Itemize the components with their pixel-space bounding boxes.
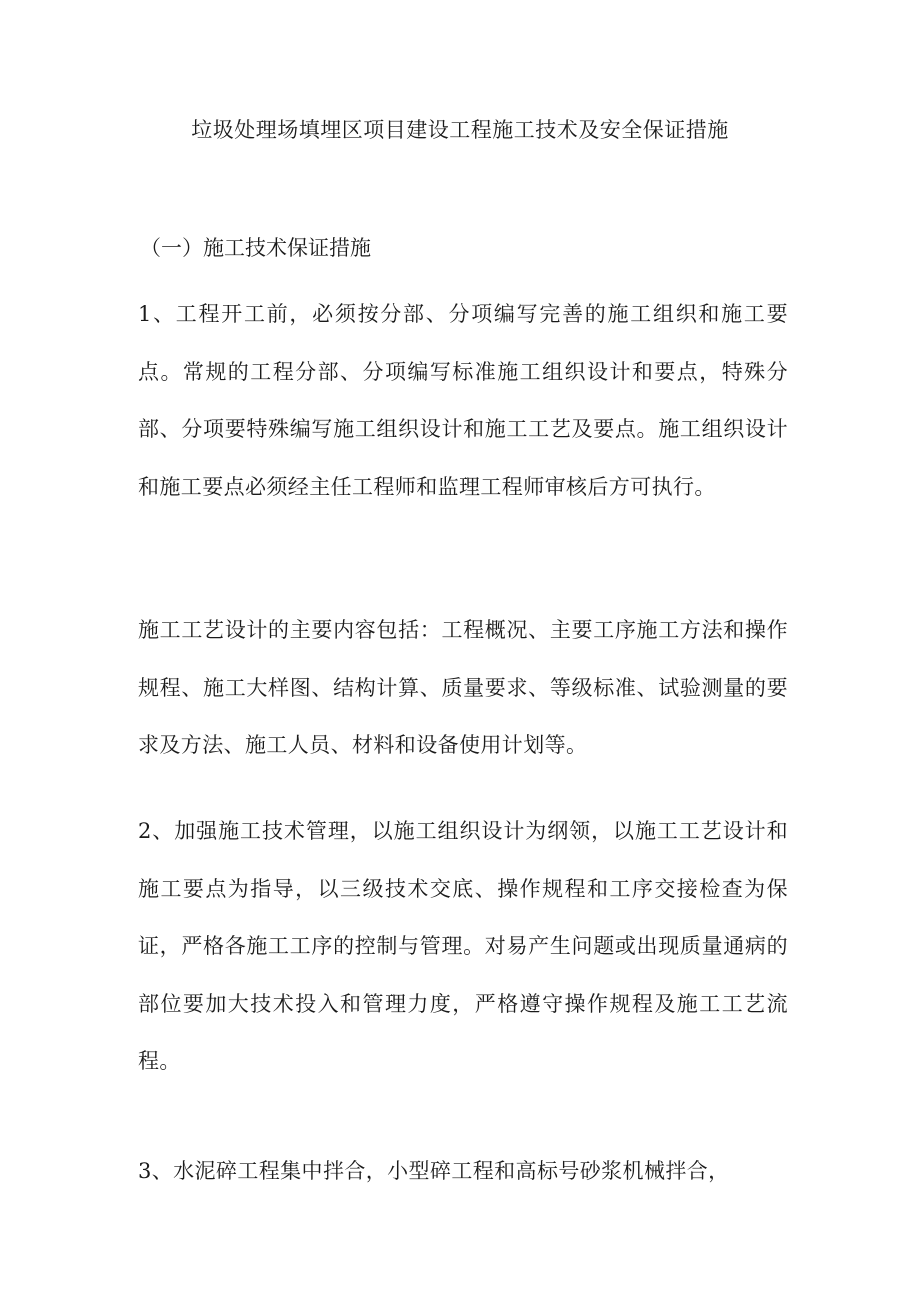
paragraph-1: 1、工程开工前，必须按分部、分项编写完善的施工组织和施工要点。常规的工程分部、分项编写标准施工组织设计和要点，特殊分部、分项要特殊编写施工组织设计和施工工艺及要点。施工组织设计和施工要点必须经主任工程师和监理工程师审核后方可执行。 bbox=[138, 302, 788, 499]
paragraph-3: 2、加强施工技术管理，以施工组织设计为纲领，以施工工艺设计和施工要点为指导，以三级技术交底、操作规程和工序交接检查为保证，严格各施工工序的控制与管理。对易产生问题或出现质量通病的部位要加大技术投入和管理力度，严格遵守操作规程及施工工艺流程。 bbox=[138, 819, 788, 1074]
paragraph-2: 施工工艺设计的主要内容包括：工程概况、主要工序施工方法和操作规程、施工大样图、结构计算、质量要求、等级标准、试验测量的要求及方法、施工人员、材料和设备使用计划等。 bbox=[138, 618, 788, 758]
section-heading: （一）施工技术保证措施 bbox=[140, 236, 371, 260]
paragraph-4: 3、水泥碎工程集中拌合，小型碎工程和高标号砂浆机械拌合， bbox=[138, 1159, 730, 1183]
document-title: 垃圾处理场填埋区项目建设工程施工技术及安全保证措施 bbox=[191, 118, 729, 142]
